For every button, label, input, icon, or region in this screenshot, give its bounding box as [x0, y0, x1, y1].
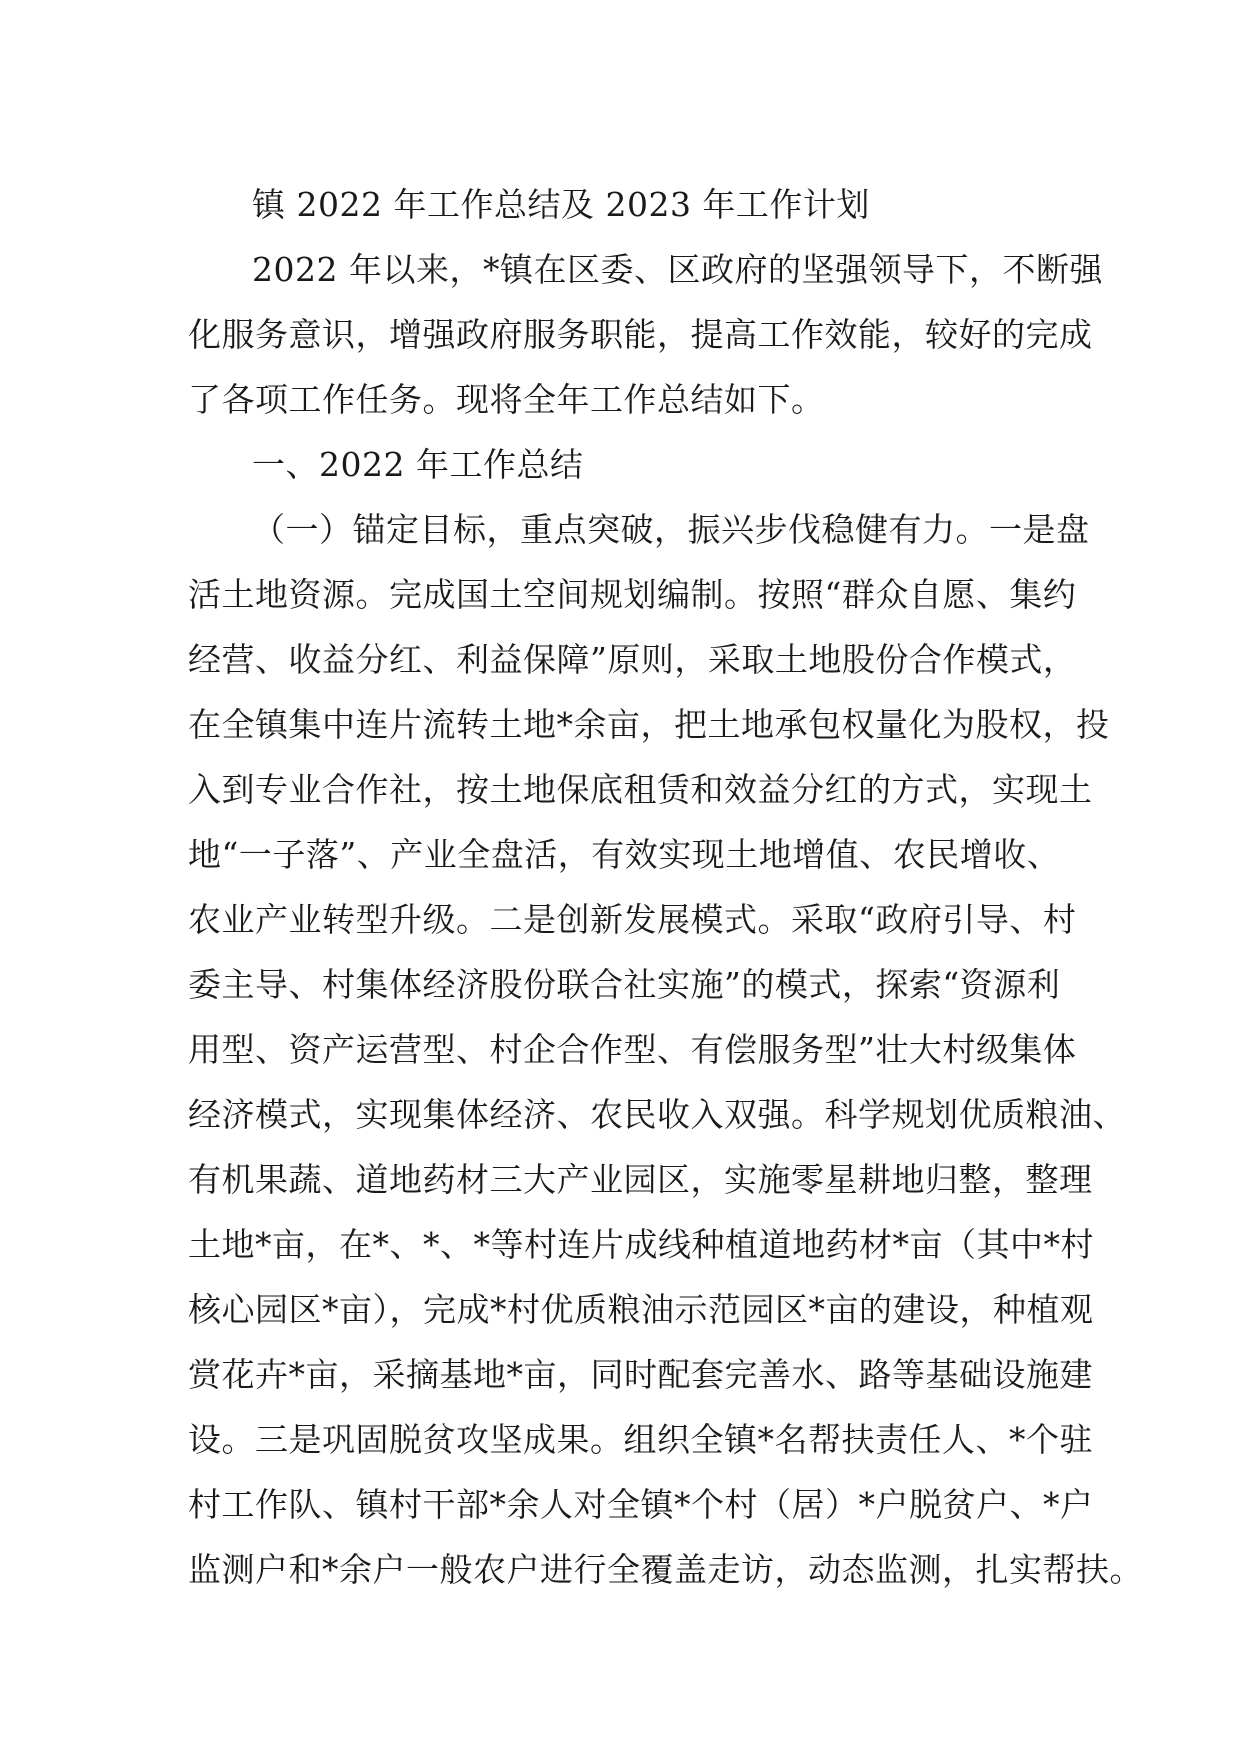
- paragraph-line: 委主导、村集体经济股份联合社实施”的模式，探索“资源利: [188, 965, 1061, 1004]
- paragraph-line: 核心园区*亩），完成*村优质粮油示范园区*亩的建设，种植观: [188, 1290, 1094, 1329]
- paragraph-line: 经济模式，实现集体经济、农民收入双强。科学规划优质粮油、: [188, 1095, 1126, 1134]
- paragraph-line: 用型、资产运营型、村企合作型、有偿服务型”壮大村级集体: [188, 1030, 1077, 1069]
- paragraph-line: 设。三是巩固脱贫攻坚成果。组织全镇*名帮扶责任人、*个驻: [188, 1420, 1093, 1459]
- paragraph-line: 农业产业转型升级。二是创新发展模式。采取“政府引导、村: [188, 900, 1077, 939]
- paragraph-line: 在全镇集中连片流转土地*余亩，把土地承包权量化为股权，投: [188, 705, 1110, 744]
- paragraph-line: 活土地资源。完成国土空间规划编制。按照“群众自愿、集约: [188, 575, 1077, 614]
- paragraph-line: 入到专业合作社，按土地保底租赁和效益分红的方式，实现土: [188, 770, 1093, 809]
- paragraph-line: 地“一子落”、产业全盘活，有效实现土地增值、农民增收、: [188, 835, 1061, 874]
- document-title: 镇 2022 年工作总结及 2023 年工作计划: [252, 185, 870, 224]
- paragraph-line: 村工作队、镇村干部*余人对全镇*个村（居）*户脱贫户、*户: [188, 1485, 1094, 1524]
- paragraph-line: 监测户和*余户一般农户进行全覆盖走访，动态监测，扎实帮扶。: [188, 1550, 1143, 1589]
- paragraph-line: 2022 年以来，*镇在区委、区政府的坚强领导下，不断强: [252, 250, 1103, 289]
- paragraph-line: 土地*亩，在*、*、*等村连片成线种植道地药材*亩（其中*村: [188, 1225, 1094, 1264]
- paragraph-line: 了各项工作任务。现将全年工作总结如下。: [188, 380, 825, 419]
- paragraph-line: （一）锚定目标，重点突破，振兴步伐稳健有力。一是盘: [252, 510, 1090, 549]
- document-page: [188, 172, 1143, 1602]
- paragraph-line: 赏花卉*亩，采摘基地*亩，同时配套完善水、路等基础设施建: [188, 1355, 1093, 1394]
- paragraph-line: 化服务意识，增强政府服务职能，提高工作效能，较好的完成: [188, 315, 1093, 354]
- paragraph-line: 经营、收益分红、利益保障”原则，采取土地股份合作模式，: [188, 640, 1077, 679]
- paragraph-line: 有机果蔬、道地药材三大产业园区，实施零星耕地归整，整理: [188, 1160, 1093, 1199]
- section-heading: 一、2022 年工作总结: [252, 445, 584, 484]
